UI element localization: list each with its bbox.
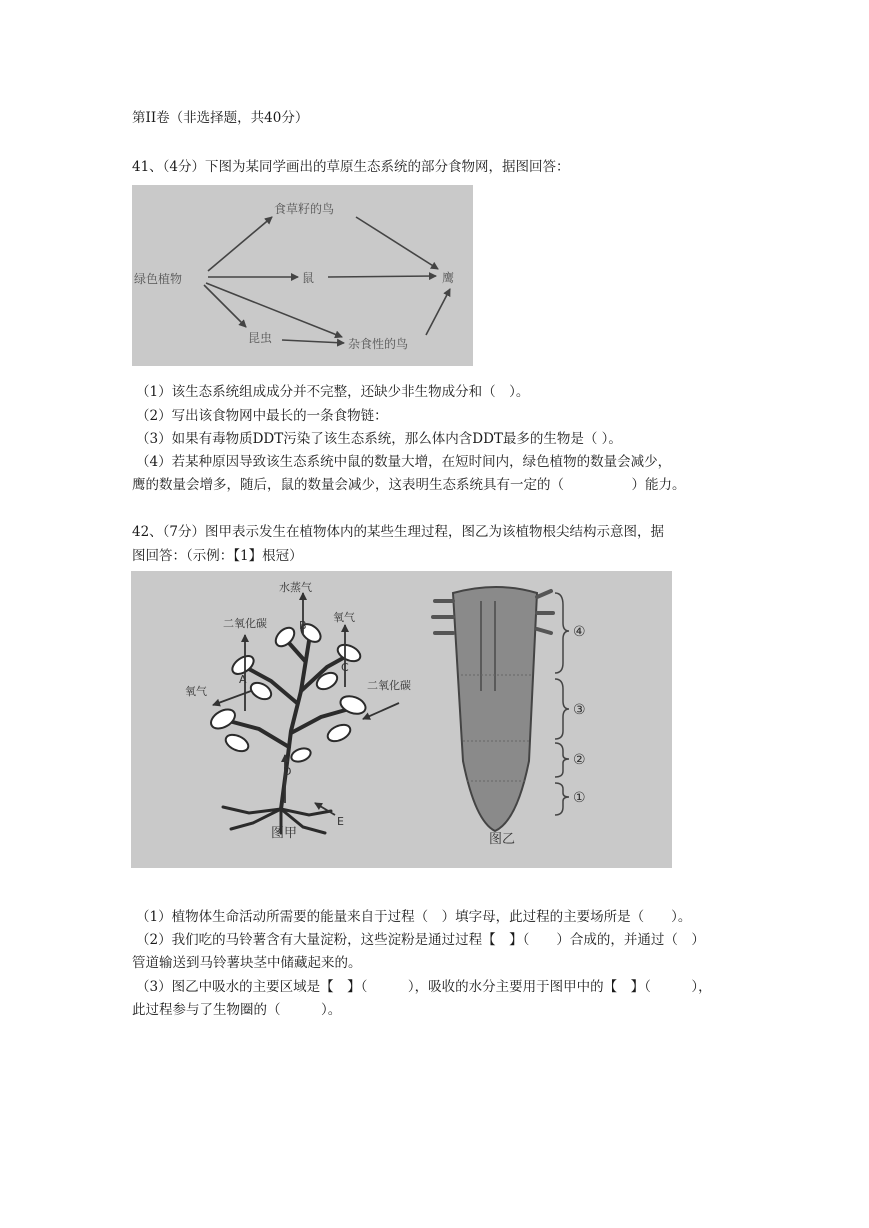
plant-root-figure: [131, 571, 672, 868]
node-plant: 绿色植物: [134, 272, 183, 286]
label-co2-right: 二氧化碳: [367, 679, 411, 692]
node-seed-bird: 食草籽的鸟: [274, 202, 335, 216]
q41-stem: 41、（4分）下图为某同学画出的草原生态系统的部分食物网，据图回答：: [132, 159, 570, 175]
node-mouse: 鼠: [302, 271, 315, 285]
label-process-d: D: [283, 765, 292, 778]
label-process-a: A: [239, 673, 247, 686]
arrow-seedbird-hawk: [356, 217, 438, 269]
arrow-mouse-hawk: [328, 276, 436, 277]
q42-item-1: （1）植物体生命活动所需要的能量来自于过程（ ）填字母，此过程的主要场所是（ ）。: [136, 909, 692, 925]
label-zone-1: ①: [573, 790, 586, 806]
q41-item-4: （4）若某种原因导致该生态系统中鼠的数量大增，在短时间内，绿色植物的数量会减少，: [136, 454, 672, 470]
arrow-insect-omnibird: [282, 340, 344, 343]
q42-item-2-cont: 管道输送到马铃薯块茎中储藏起来的。: [132, 955, 362, 971]
q42-stem-line2: 图回答：（示例：【1】根冠）: [132, 548, 303, 564]
arrow-omnibird-hawk: [426, 289, 450, 335]
q42-item-3: （3）图乙中吸水的主要区域是【 】（ ），吸收的水分主要用于图甲中的【 】（ ），: [136, 979, 712, 995]
label-e: E: [337, 815, 344, 828]
label-co2-top: 二氧化碳: [223, 617, 267, 630]
arrow-plant-seedbird: [208, 217, 272, 271]
label-o2-left: 氧气: [185, 685, 207, 698]
arrow-co2-right: [363, 703, 399, 719]
q41-item-1: （1）该生态系统组成成分并不完整，还缺少非生物成分和（ ）。: [136, 384, 530, 400]
q41-item-3: （3）如果有毒物质DDT污染了该生态系统，那么体内含DDT最多的生物是（ ）。: [136, 431, 622, 447]
arrow-plant-omnibird: [206, 283, 342, 337]
label-zone-4: ④: [573, 624, 586, 640]
label-zone-3: ③: [573, 702, 586, 718]
caption-jia: 图甲: [271, 826, 298, 841]
label-process-c: C: [341, 661, 349, 674]
node-insect: 昆虫: [248, 331, 273, 345]
section-title: 第II卷（非选择题，共40分）: [132, 110, 309, 126]
q41-item-4-cont: 鹰的数量会增多，随后，鼠的数量会减少，这表明生态系统具有一定的（ ）能力。: [132, 477, 686, 493]
label-zone-2: ②: [573, 752, 586, 768]
node-omnivorous-bird: 杂食性的鸟: [348, 337, 409, 351]
q42-item-2: （2）我们吃的马铃薯含有大量淀粉，这些淀粉是通过过程【 】（ ）合成的，并通过（ ）: [136, 932, 705, 948]
food-web-figure: [132, 185, 473, 366]
q41-item-2: （2）写出该食物网中最长的一条食物链：: [136, 408, 388, 424]
root-tip-illustration: [433, 587, 586, 847]
label-process-b: B: [299, 619, 307, 632]
label-water-vapor: 水蒸气: [279, 581, 312, 594]
q42-item-3-cont: 此过程参与了生物圈的（ ）。: [132, 1002, 342, 1018]
label-o2-top: 氧气: [333, 611, 355, 624]
plant-illustration: [185, 580, 411, 841]
node-hawk: 鹰: [442, 271, 455, 285]
caption-yi: 图乙: [489, 832, 516, 847]
q42-stem-line1: 42、（7分）图甲表示发生在植物体内的某些生理过程，图乙为该植物根尖结构示意图，据: [132, 524, 665, 540]
